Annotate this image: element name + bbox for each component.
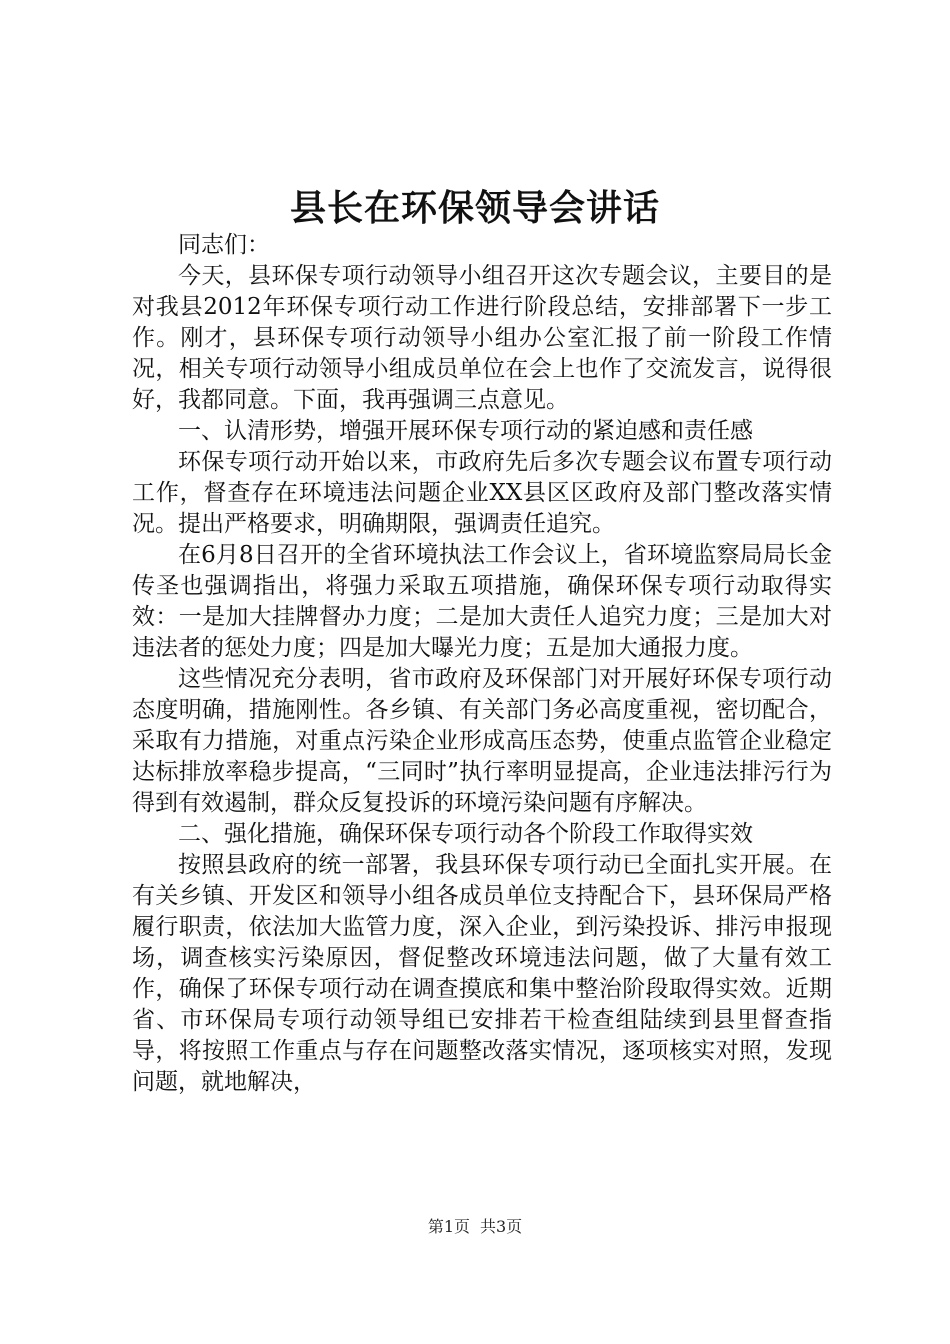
paragraph: 在6月8日召开的全省环境执法工作会议上，省环境监察局局长金传圣也强调指出，将强力采取五项措施，确保环保专项行动取得实效：一是加大挂牌督办力度；二是加大责任人追究力度；三是加大对违法者的惩处力度；四是加大曝光力度；五是加大通报力度。 <box>132 542 832 661</box>
section-heading: 二、强化措施，确保环保专项行动各个阶段工作取得实效 <box>178 821 753 847</box>
paragraph: 环保专项行动开始以来，市政府先后多次专题会议布置专项行动工作，督查存在环境违法问题企业XX县区区政府及部门整改落实情况。提出严格要求，明确期限，强调责任追究。 <box>132 449 832 537</box>
document-body <box>132 230 832 1098</box>
paragraph: 这些情况充分表明，省市政府及环保部门对开展好环保专项行动态度明确，措施刚性。各乡镇、有关部门务必高度重视，密切配合，采取有力措施，对重点污染企业形成高压态势，使重点监管企业稳定达标排放率稳步提高，“三同时”执行率明显提高，企业违法排污行为得到有效遏制，群众反复投诉的环境污染问题有序解决。 <box>132 666 832 816</box>
salutation: 同志们： <box>178 232 270 258</box>
paragraph: 今天，县环保专项行动领导小组召开这次专题会议，主要目的是对我县2012年环保专项行动工作进行阶段总结，安排部署下一步工作。刚才，县环保专项行动领导小组办公室汇报了前一阶段工作情况，相关专项行动领导小组成员单位在会上也作了交流发言，说得很好，我都同意。下面，我再强调三点意见。 <box>132 263 832 413</box>
section-heading: 一、认清形势，增强开展环保专项行动的紧迫感和责任感 <box>178 418 753 444</box>
page-total: 共3页 <box>480 1217 523 1236</box>
page-number: 第1页 <box>427 1217 470 1236</box>
page-footer <box>0 1216 950 1238</box>
paragraph: 按照县政府的统一部署，我县环保专项行动已全面扎实开展。在有关乡镇、开发区和领导小组各成员单位支持配合下，县环保局严格履行职责，依法加大监管力度，深入企业，到污染投诉、排污申报现场，调查核实污染原因，督促整改环境违法问题，做了大量有效工作，确保了环保专项行动在调查摸底和集中整治阶段取得实效。近期省、市环保局专项行动领导组已安排若干检查组陆续到县里督查指导，将按照工作重点与存在问题整改落实情况，逐项核实对照，发现问题，就地解决， <box>132 852 832 1095</box>
document-title: 县长在环保领导会讲话 <box>289 187 660 229</box>
